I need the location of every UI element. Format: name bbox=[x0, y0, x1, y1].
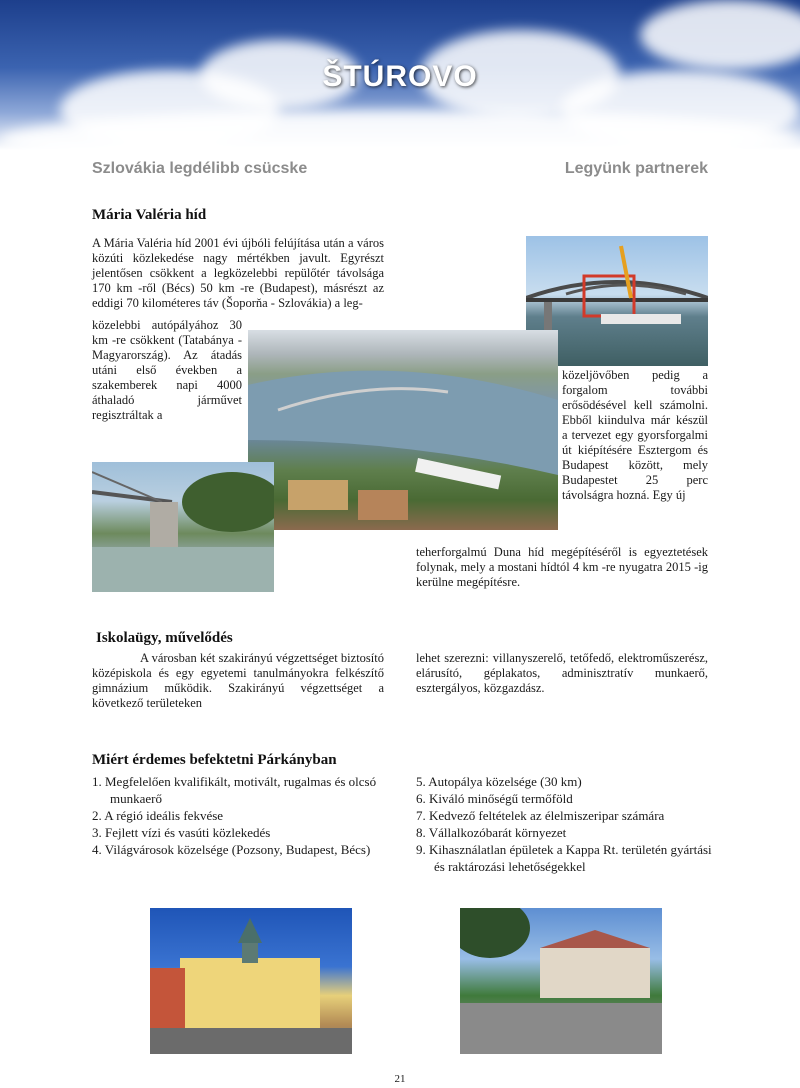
list-item: 3. Fejlett vízi és vasúti közlekedés bbox=[92, 825, 271, 840]
section-heading-bridge: Mária Valéria híd bbox=[92, 207, 207, 223]
education-col-right: lehet szerezni: villanyszerelő, tetőfedő, elektroműszerész, elárusító, géplakatos, adminisztratív munkaerő, esztergályos, közgazdász. bbox=[416, 651, 708, 695]
bridge-paragraph-bottom: teherforgalmú Duna híd megépítéséről is egyeztetések folynak, mely a mostani hídtól 4 km -re nyugatra 2015 -ig kerülne megépítésre. bbox=[416, 545, 708, 589]
list-item: 8. Vállalkozóbarát környezet bbox=[416, 825, 567, 840]
town-hall-photo bbox=[150, 908, 352, 1054]
page-title: ŠTÚROVO bbox=[322, 60, 478, 93]
danube-aerial-photo bbox=[248, 330, 558, 530]
section-heading-education: Iskolaügy, művelődés bbox=[96, 630, 233, 646]
right-subtitle: Legyünk partnerek bbox=[564, 160, 708, 177]
investment-list-right bbox=[416, 773, 716, 875]
header-banner bbox=[0, 0, 800, 150]
list-item: 2. A régió ideális fekvése bbox=[92, 808, 224, 823]
list-item: 6. Kiváló minőségű termőföld bbox=[416, 791, 573, 806]
bridge-paragraph-right: közeljövőben pedig a forgalom további erősödésével kell számolni. Ebből kiindulva már készül a tervezet egy gyorsforgalmi út kiépítésére Esztergom és Budapest között, mely Budapestet 25 perc távolságra hozná. Egy új bbox=[562, 368, 708, 502]
street-buildings-photo bbox=[460, 908, 662, 1054]
bridge-paragraph-top: A Mária Valéria híd 2001 évi újbóli felújítása után a város közúti közlekedése nagy mértékben javult. Egyrészt jelentősen csökkent a legközelebbi repülőtér távolsága 170 km -ről (Bécs) 50 km -re (Budapest), másrészt az eddigi 70 kilométeres táv (Šoporňa - Szlovákia) a leg- bbox=[92, 236, 384, 310]
page-number: 21 bbox=[394, 1073, 406, 1085]
list-item: 7. Kedvező feltételek az élelmiszeripar számára bbox=[416, 808, 665, 823]
list-item: 1. Megfelelően kvalifikált, motivált, rugalmas és olcsó munkaerő bbox=[92, 774, 377, 806]
investment-list-left bbox=[92, 773, 384, 858]
bridge-pillar-photo bbox=[92, 462, 274, 592]
left-subtitle: Szlovákia legdélibb csücske bbox=[92, 160, 308, 177]
education-col-left: A városban két szakirányú végzettséget biztosító középiskola és egy egyetemi tanulmányokra felkészítő gimnázium működik. Szakirányú végzettséget a következő területeken bbox=[92, 651, 384, 710]
list-item: 4. Világvárosok közelsége (Pozsony, Budapest, Bécs) bbox=[92, 842, 371, 857]
section-heading-investment: Miért érdemes befektetni Párkányban bbox=[92, 752, 337, 768]
list-item: 5. Autopálya közelsége (30 km) bbox=[416, 774, 582, 789]
list-item: 9. Kihasználatlan épületek a Kappa Rt. területén gyártási és raktározási lehetőségekkel bbox=[416, 842, 712, 874]
bridge-paragraph-left: közelebbi autópályához 30 km -re csökkent (Tatabánya - Magyarország). Az átadás utáni első években a szakemberek napi 4000 áthaladó járművet regisztráltak a bbox=[92, 318, 242, 422]
